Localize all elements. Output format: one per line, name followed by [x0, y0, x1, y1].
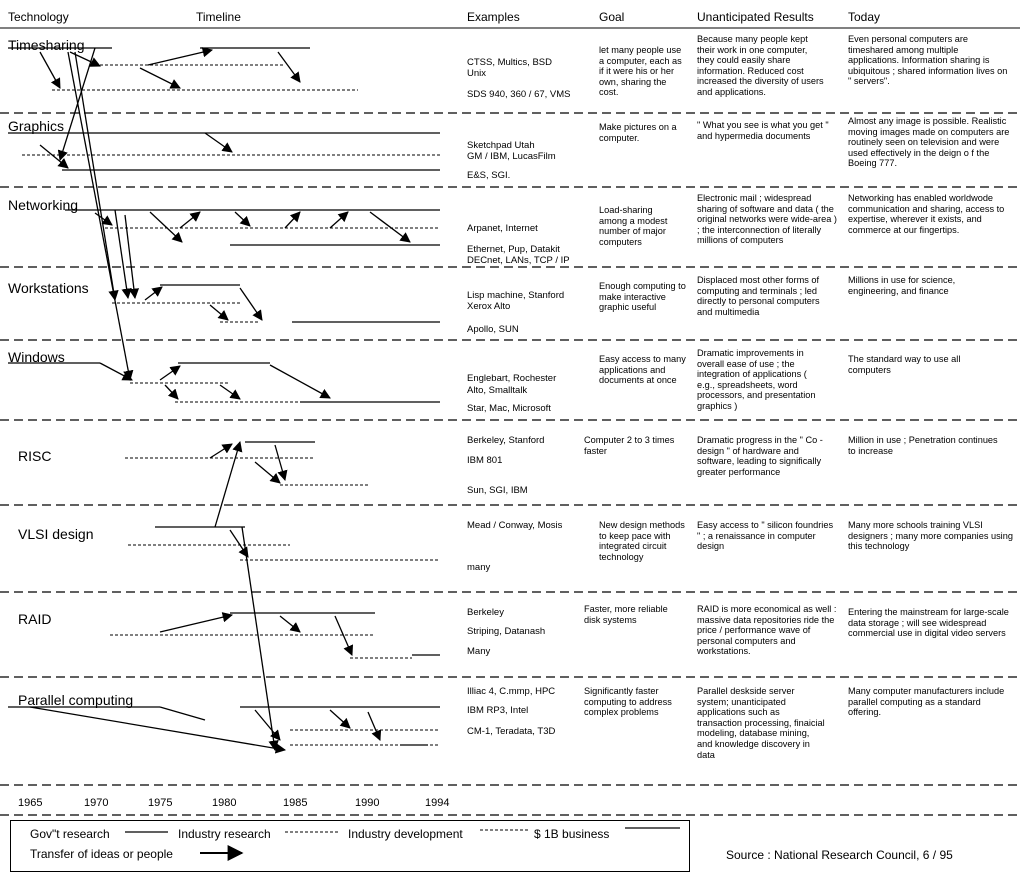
tech-raid: RAID	[18, 611, 52, 627]
example: Sketchpad Utah	[467, 140, 535, 151]
results-cell: Dramatic improvements in overall ease of use ; the integration of applications ( e.g., spreadsheets, word processors, and presentation graphics )	[697, 348, 816, 411]
example: IBM 801	[467, 455, 503, 466]
example: Apollo, SUN	[467, 324, 519, 335]
results-cell: Easy access to " silicon foundries " ; a renaissance in computer design	[697, 520, 834, 552]
results-cell: Because many people kept their work in one computer, they could easily share information. Reduced cost increased the diversity of users and applications.	[697, 34, 824, 97]
source-note: Source : National Research Council, 6 / 95	[726, 848, 953, 862]
legend-gov: Gov"t research	[30, 827, 110, 841]
header-unanticipated: Unanticipated Results	[697, 10, 814, 24]
example: DECnet, LANs, TCP / IP	[467, 255, 570, 266]
example: Star, Mac, Microsoft	[467, 403, 551, 414]
example: Englebart, Rochester	[467, 373, 557, 384]
goal-cell: Easy access to many applications and documents at once	[599, 354, 686, 386]
example: Xerox Alto	[467, 301, 511, 312]
today-cell: Even personal computers are timeshared among multiple applications. Information sharing is ubiquitous ; shared information lives on " servers".	[848, 34, 1008, 87]
example: Alto, Smalltalk	[467, 385, 528, 396]
example: Mead / Conway, Mosis	[467, 520, 563, 531]
goal-cell: Faster, more reliable disk systems	[584, 604, 668, 625]
legend-business: $ 1B business	[534, 827, 610, 841]
tech-networking: Networking	[8, 197, 79, 213]
example: Ethernet, Pup, Datakit	[467, 244, 560, 255]
example: IBM RP3, Intel	[467, 705, 529, 716]
tech-workstations: Workstations	[8, 280, 89, 296]
tech-windows: Windows	[8, 349, 65, 365]
example: Sun, SGI, IBM	[467, 485, 528, 496]
results-cell: RAID is more economical as well : massive data repositories ride the price / performance wave of personal computers and workstations.	[697, 604, 837, 657]
tech-risc: RISC	[18, 448, 52, 464]
example: Arpanet, Internet	[467, 223, 538, 234]
goal-cell: let many people use a computer, each as if it were his or her own, sharing the cost.	[599, 45, 682, 98]
year-label: 1980	[212, 797, 237, 809]
example: Berkeley	[467, 607, 504, 618]
today-cell: Almost any image is possible. Realistic moving images made on computers are routinely seen on television and were used effectively in the deign o f the Boeing 777.	[848, 116, 1010, 169]
goal-cell: Significantly faster computing to address complex problems	[584, 686, 672, 718]
goal-cell: Computer 2 to 3 times faster	[584, 435, 675, 456]
today-cell: The standard way to use all computers	[848, 354, 961, 375]
header-goal: Goal	[599, 10, 625, 24]
today-cell: Millions in use for science, engineering, and finance	[848, 275, 956, 296]
header-today: Today	[848, 10, 881, 24]
goal-cell: New design methods to keep pace with integrated circuit technology	[599, 520, 685, 562]
results-cell: Parallel deskside server system; unanticipated applications such as transaction processing, finaicial modeling, database mining, and knowledge discovery in data	[697, 686, 825, 760]
goal-cell: Enough computing to make interactive graphic useful	[599, 281, 686, 313]
example: many	[467, 562, 491, 573]
today-cell: Networking has enabled worldwode communication and sharing, access to expertise, wherever it exists, and commerce at our fingertips.	[848, 193, 1005, 235]
example: CM-1, Teradata, T3D	[467, 726, 556, 737]
example: Striping, Datanash	[467, 626, 546, 637]
example: CTSS, Multics, BSD	[467, 57, 552, 68]
legend-industry-development: Industry development	[348, 827, 463, 841]
results-cell: Displaced most other forms of computing and terminals ; led directly to personal computers and multimedia	[697, 275, 820, 317]
example: Illiac 4, C.mmp, HPC	[467, 686, 556, 697]
header-timeline: Timeline	[196, 10, 241, 24]
example: Many	[467, 646, 491, 657]
goal-cell: Load-sharing among a modest number of major computers	[599, 205, 668, 247]
results-cell: Dramatic progress in the " Co -design " of hardware and software, leading to significally greater performance	[697, 435, 823, 477]
goal-cell: Make pictures on a computer.	[599, 122, 677, 143]
example: GM / IBM, LucasFilm	[467, 151, 556, 162]
year-label: 1990	[355, 797, 380, 809]
year-label: 1985	[283, 797, 308, 809]
example: SDS 940, 360 / 67, VMS	[467, 89, 571, 100]
tech-timesharing: Timesharing	[8, 37, 85, 53]
results-cell: " What you see is what you get " and hypermedia documents	[697, 120, 829, 141]
example: E&S, SGI.	[467, 170, 511, 181]
header-examples: Examples	[467, 10, 520, 24]
example: Lisp machine, Stanford	[467, 290, 565, 301]
legend-industry-research: Industry research	[178, 827, 271, 841]
tech-graphics: Graphics	[8, 118, 65, 134]
today-cell: Many more schools training VLSI designers ; many more companies using this technology	[848, 520, 1013, 552]
year-label: 1970	[84, 797, 109, 809]
year-label: 1965	[18, 797, 43, 809]
tech-vlsi: VLSI design	[18, 526, 94, 542]
header-technology: Technology	[8, 10, 69, 24]
legend-transfer: Transfer of ideas or people	[30, 847, 173, 861]
tech-parallel: Parallel computing	[18, 692, 134, 708]
example: Unix	[467, 68, 487, 79]
year-label: 1975	[148, 797, 173, 809]
year-label: 1994	[425, 797, 450, 809]
example: Berkeley, Stanford	[467, 435, 545, 446]
today-cell: Million in use ; Penetration continues to increase	[848, 435, 998, 456]
today-cell: Many computer manufacturers include parallel computing as a standard offering.	[848, 686, 1005, 718]
today-cell: Entering the mainstream for large-scale data storage ; will see widespread commercial use in digital video servers	[848, 607, 1009, 639]
results-cell: Electronic mail ; widespread sharing of software and data ( the original networks were wide-area ) ; the interconnection of literally millions of computers	[697, 193, 837, 246]
